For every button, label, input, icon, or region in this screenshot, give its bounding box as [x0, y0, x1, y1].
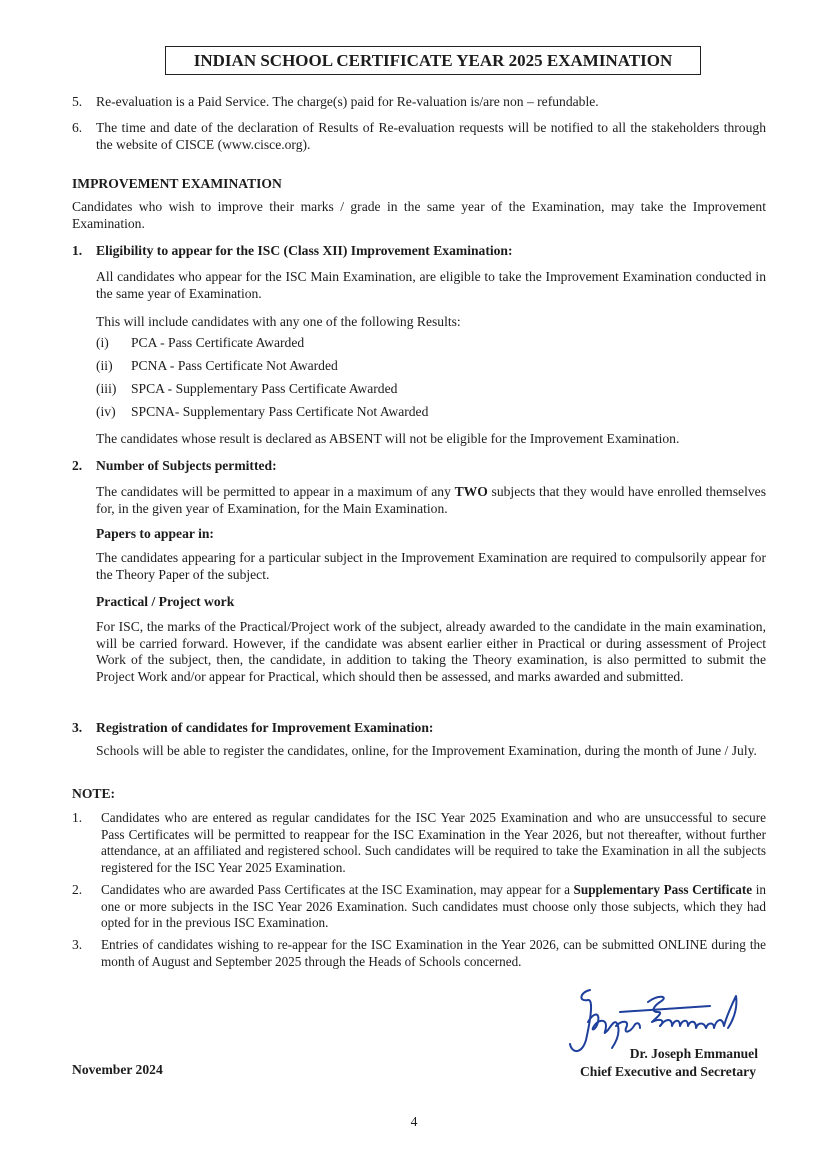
- paragraph: For ISC, the marks of the Practical/Project work of the subject, already awarded to the candidate in the main examination, will be carried forward. However, if the candidate was absent earlier either in Practical or during assessment of Project Work of the subject, then, the candidate, in addition to taking the Theory examination, is also permitted to submit the Project Work and/or appear for Practical, which should then be assessed, and marks awarded and submitted.: [96, 619, 766, 684]
- item-text: The time and date of the declaration of Results of Re-evaluation requests will be notified to all the stakeholders through the website of CISCE (www.cisce.org).: [96, 120, 766, 152]
- result-text: PCNA - Pass Certificate Not Awarded: [131, 358, 338, 373]
- paragraph: [96, 484, 766, 517]
- text-run-bold: TWO: [454, 484, 488, 499]
- section-number: 1.: [72, 243, 83, 258]
- note-text: Candidates who are entered as regular candidates for the ISC Year 2025 Examination and who are unsuccessful to secure Pass Certificates will be permitted to reappear for the ISC Examination in the Year 2026, but not thereafter, without further attendance, at an affiliated and registered school. Such candidates will be required to take the Examination in all the subjects registered for the ISC Year 2025 Examination.: [101, 810, 766, 875]
- note-number: 1.: [72, 810, 83, 825]
- result-number: (ii): [96, 358, 113, 373]
- paragraph: This will include candidates with any one of the following Results:: [96, 314, 461, 329]
- page-number: 4: [410, 1114, 418, 1129]
- note-heading: NOTE:: [72, 786, 116, 801]
- text-run-bold: Supplementary Pass Certificate: [573, 882, 753, 897]
- paragraph: All candidates who appear for the ISC Main Examination, are eligible to take the Improvement Examination conducted in the same year of Examination.: [96, 269, 766, 301]
- subsection-heading: Eligibility to appear for the ISC (Class XII) Improvement Examination:: [96, 243, 513, 258]
- paragraph: The candidates whose result is declared as ABSENT will not be eligible for the Improvement Examination.: [96, 431, 680, 446]
- result-number: (iv): [96, 404, 116, 419]
- item-number: 6.: [72, 120, 83, 135]
- subsection-heading: Number of Subjects permitted:: [96, 458, 277, 473]
- text-run: The candidates will be permitted to appear in a maximum of any: [96, 484, 455, 499]
- section-intro: Candidates who wish to improve their marks / grade in the same year of the Examination, may take the Improvement Examination.: [72, 199, 766, 231]
- section-number: 2.: [72, 458, 83, 473]
- section-heading: IMPROVEMENT EXAMINATION: [72, 176, 282, 191]
- subsection-heading: Papers to appear in:: [96, 526, 214, 541]
- signatory-name: Dr. Joseph Emmanuel: [629, 1046, 758, 1061]
- result-text: SPCA - Supplementary Pass Certificate Awarded: [131, 381, 398, 396]
- result-number: (i): [96, 335, 109, 350]
- note-text: [101, 882, 766, 932]
- signatory-designation: Chief Executive and Secretary: [579, 1064, 756, 1079]
- note-text: Entries of candidates wishing to re-appear for the ISC Examination in the Year 2026, can be submitted ONLINE during the month of August and September 2025 through the Heads of Schools concerned.: [101, 937, 766, 969]
- note-number: 2.: [72, 882, 83, 897]
- text-run: subjects that they would have enrolled themselves for, in the given year of Examination, for the Main Examination.: [96, 484, 766, 516]
- paragraph: Schools will be able to register the candidates, online, for the Improvement Examination, during the month of June / July.: [96, 743, 757, 758]
- result-number: (iii): [96, 381, 117, 396]
- subsection-heading: Registration of candidates for Improvement Examination:: [96, 720, 434, 735]
- section-number: 3.: [72, 720, 83, 735]
- result-text: PCA - Pass Certificate Awarded: [131, 335, 305, 350]
- item-text: Re-evaluation is a Paid Service. The charge(s) paid for Re-valuation is/are non – refundable.: [96, 94, 599, 109]
- note-number: 3.: [72, 937, 83, 952]
- document-date: November 2024: [72, 1062, 163, 1077]
- subsection-heading: Practical / Project work: [96, 594, 235, 609]
- item-number: 5.: [72, 94, 83, 109]
- text-run: Candidates who are awarded Pass Certificates at the ISC Examination, may appear for a: [101, 882, 574, 897]
- result-text: SPCNA- Supplementary Pass Certificate Not Awarded: [131, 404, 429, 419]
- paragraph: The candidates appearing for a particular subject in the Improvement Examination are required to compulsorily appear for the Theory Paper of the subject.: [96, 550, 766, 582]
- page-title: INDIAN SCHOOL CERTIFICATE YEAR 2025 EXAMINATION: [165, 46, 701, 75]
- text-run: in one or more subjects in the ISC Year 2026 Examination. Such candidates must choose only those subjects, which they had opted for in the previous ISC Examination.: [101, 882, 767, 930]
